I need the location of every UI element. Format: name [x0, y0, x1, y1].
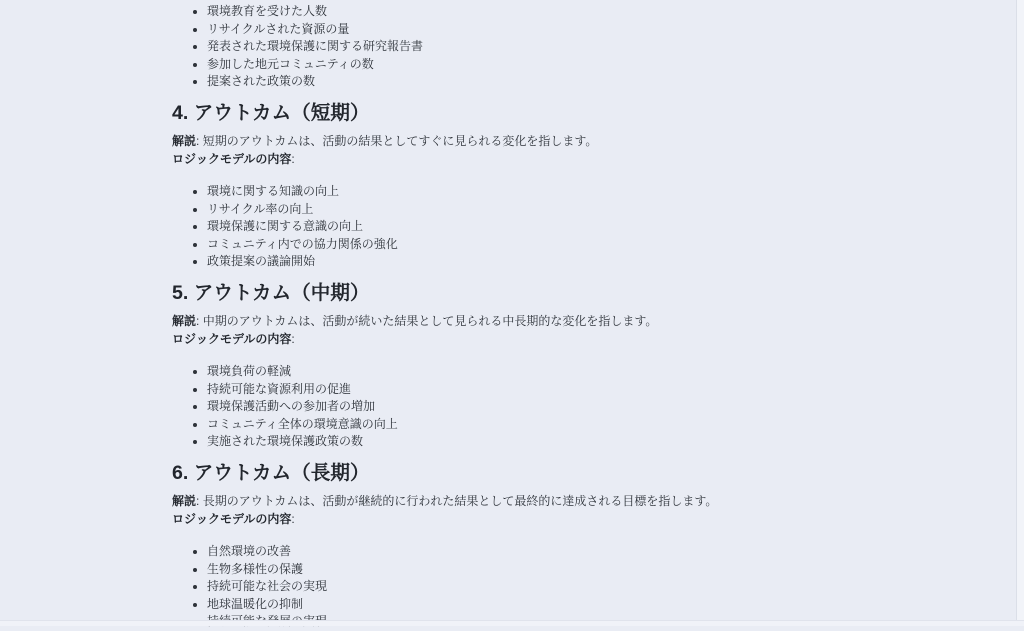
list-item: • 実施された環境保護政策の数 — [207, 433, 852, 451]
list-item: • 参加した地元コミュニティの数 — [207, 56, 852, 74]
section-outcome-mid-term — [172, 281, 852, 451]
section-description — [172, 493, 852, 528]
section-outcome-long-term — [172, 461, 852, 631]
list-item: • 環境に関する知識の向上 — [207, 183, 852, 201]
list-label: ロジックモデルの内容 — [172, 511, 292, 526]
list-item: • コミュニティ全体の環境意識の向上 — [207, 416, 852, 434]
section-heading: 4. アウトカム（短期） — [172, 101, 370, 124]
document-content — [172, 0, 852, 631]
list-item: • 提案された政策の数 — [207, 73, 852, 91]
section-outcome-short-term — [172, 101, 852, 271]
vertical-scrollbar[interactable] — [1016, 0, 1024, 626]
section-description — [172, 313, 852, 348]
list-item: • 政策提案の議論開始 — [207, 253, 852, 271]
description-colon: : — [196, 314, 200, 328]
list-item: • 地球温暖化の抑制 — [207, 596, 852, 614]
list-item: • 自然環境の改善 — [207, 543, 852, 561]
list-item: • 生物多様性の保護 — [207, 561, 852, 579]
description-label: 解説 — [172, 134, 197, 148]
list-label-colon: : — [291, 511, 295, 526]
list-item: • リサイクル率の向上 — [207, 201, 852, 219]
list-label-colon: : — [291, 331, 295, 346]
description-colon: : — [196, 494, 200, 508]
section-heading: 6. アウトカム（長期） — [172, 461, 370, 484]
list-item: • 環境保護に関する意識の向上 — [207, 218, 852, 236]
list-label: ロジックモデルの内容 — [172, 151, 292, 166]
description-text: 長期のアウトカムは、活動が継続的に行われた結果として最終的に達成される目標を指します。 — [199, 494, 718, 508]
description-colon: : — [196, 134, 200, 148]
section-heading: 5. アウトカム（中期） — [172, 281, 370, 304]
description-text: 短期のアウトカムは、活動の結果としてすぐに見られる変化を指します。 — [199, 134, 598, 148]
list-item: • 発表された環境保護に関する研究報告書 — [207, 38, 852, 56]
description-label: 解説 — [172, 314, 197, 328]
list-label-colon: : — [291, 151, 295, 166]
list-item: • リサイクルされた資源の量 — [207, 21, 852, 39]
list-item: • 環境教育を受けた人数 — [207, 3, 852, 21]
section-bullet-list — [172, 363, 852, 451]
list-item: • 持続可能な社会の実現 — [207, 578, 852, 596]
description-label: 解説 — [172, 494, 197, 508]
list-item: • 環境保護活動への参加者の増加 — [207, 398, 852, 416]
list-item: • 環境負荷の軽減 — [207, 363, 852, 381]
intro-bullet-list — [172, 3, 852, 91]
section-description — [172, 133, 852, 168]
section-bullet-list — [172, 543, 852, 631]
list-label: ロジックモデルの内容 — [172, 331, 292, 346]
list-item: • 持続可能な資源利用の促進 — [207, 381, 852, 399]
section-bullet-list — [172, 183, 852, 271]
horizontal-scrollbar[interactable] — [0, 620, 1024, 626]
list-item: • コミュニティ内での協力関係の強化 — [207, 236, 852, 254]
description-text: 中期のアウトカムは、活動が続いた結果として見られる中長期的な変化を指します。 — [199, 314, 658, 328]
